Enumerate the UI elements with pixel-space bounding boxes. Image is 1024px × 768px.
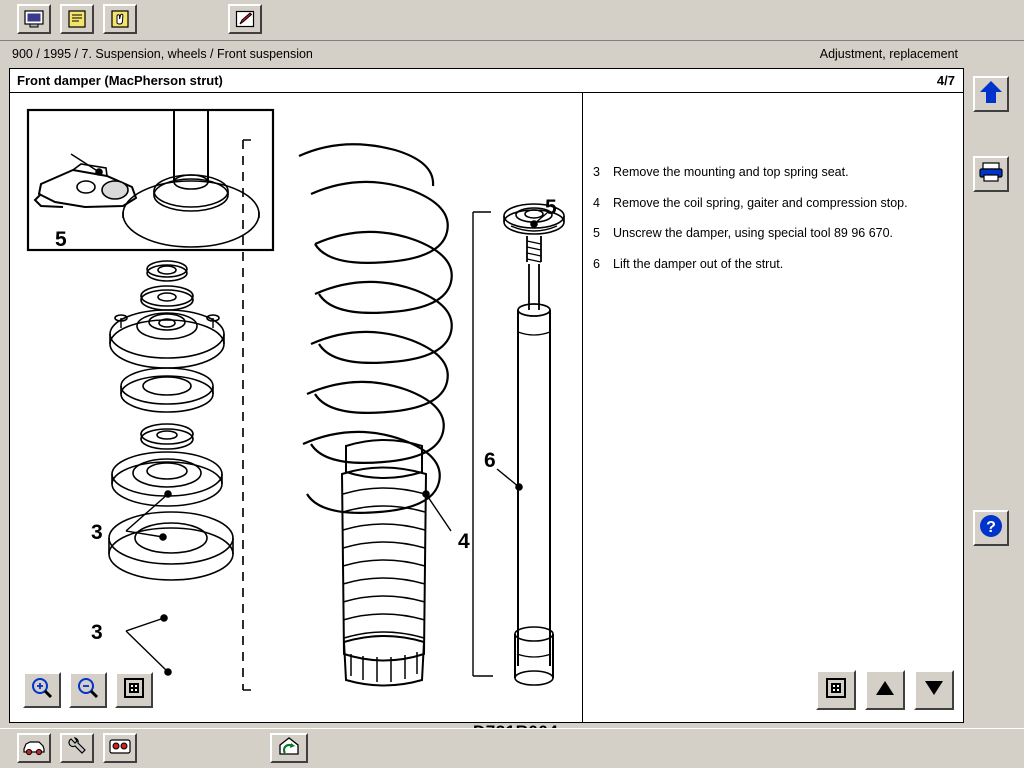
fit-page-button[interactable] (115, 672, 153, 708)
computer-icon-button[interactable] (17, 4, 51, 34)
step-text: Unscrew the damper, using special tool 89 96 670. (613, 226, 894, 241)
triangle-down-icon (923, 678, 945, 703)
instruction-list (593, 165, 965, 288)
step-number: 6 (593, 256, 600, 271)
page-down-button[interactable] (914, 670, 954, 710)
zoom-out-button[interactable] (69, 672, 107, 708)
hand-pointer-icon-button[interactable] (103, 4, 137, 34)
step-number: 5 (593, 226, 600, 241)
triangle-up-icon (874, 678, 896, 703)
figure-callout: 3 (91, 521, 103, 544)
breadcrumb-section: Adjustment, replacement (819, 47, 958, 61)
content-panel (9, 68, 964, 723)
panel-title-bar (10, 69, 963, 93)
figure-callout: 4 (458, 530, 470, 553)
svg-text:?: ? (986, 518, 996, 536)
computer-icon (23, 9, 45, 29)
print-button[interactable] (973, 156, 1009, 192)
step-number: 3 (593, 165, 600, 179)
home-icon-button[interactable] (270, 733, 308, 763)
fit-page-icon (123, 677, 145, 704)
vehicle-icon (22, 736, 46, 761)
help-icon (978, 513, 1004, 544)
home-icon (277, 735, 301, 762)
bottom-toolbar (0, 728, 1024, 768)
diagnostics-icon-button[interactable] (103, 733, 137, 763)
diagnostics-icon (108, 736, 132, 761)
hand-pointer-icon (109, 9, 131, 29)
step-text: Lift the damper out of the strut. (613, 256, 784, 271)
pencil-icon (234, 9, 256, 29)
step-text: Remove the mounting and top spring seat. (613, 165, 849, 179)
list-item (593, 165, 965, 181)
wrench-icon-button[interactable] (60, 733, 94, 763)
step-text: Remove the coil spring, gaiter and compression stop. (613, 195, 908, 210)
zoom-out-icon (76, 676, 100, 705)
figure-callout: 6 (484, 449, 496, 472)
page-overview-button[interactable] (816, 670, 856, 710)
panel-divider (582, 93, 583, 723)
list-item (593, 226, 965, 242)
page-up-button[interactable] (865, 670, 905, 710)
notes-icon (66, 9, 88, 29)
help-button[interactable] (973, 510, 1009, 546)
vehicle-icon-button[interactable] (17, 733, 51, 763)
page-title: Front damper (MacPherson strut) (17, 73, 223, 88)
pencil-icon-button[interactable] (228, 4, 262, 34)
zoom-in-icon (30, 676, 54, 705)
figure-callout: 3 (91, 621, 103, 644)
figure-callout: 5 (55, 228, 67, 251)
arrow-up-icon (979, 79, 1003, 110)
wrench-icon (66, 736, 88, 761)
figure-callout: 5 (545, 196, 557, 219)
list-item (593, 257, 965, 273)
page-overview-icon (825, 677, 847, 704)
top-toolbar (0, 0, 1024, 41)
page-counter: 4/7 (936, 73, 955, 88)
back-up-arrow-button[interactable] (973, 76, 1009, 112)
breadcrumb-path: 900 / 1995 / 7. Suspension, wheels / Front suspension (12, 47, 313, 61)
figure-area (11, 94, 581, 722)
step-number: 4 (593, 195, 600, 210)
printer-icon (978, 161, 1004, 188)
list-item (593, 196, 965, 212)
zoom-in-button[interactable] (23, 672, 61, 708)
notes-icon-button[interactable] (60, 4, 94, 34)
breadcrumb (0, 42, 1024, 66)
